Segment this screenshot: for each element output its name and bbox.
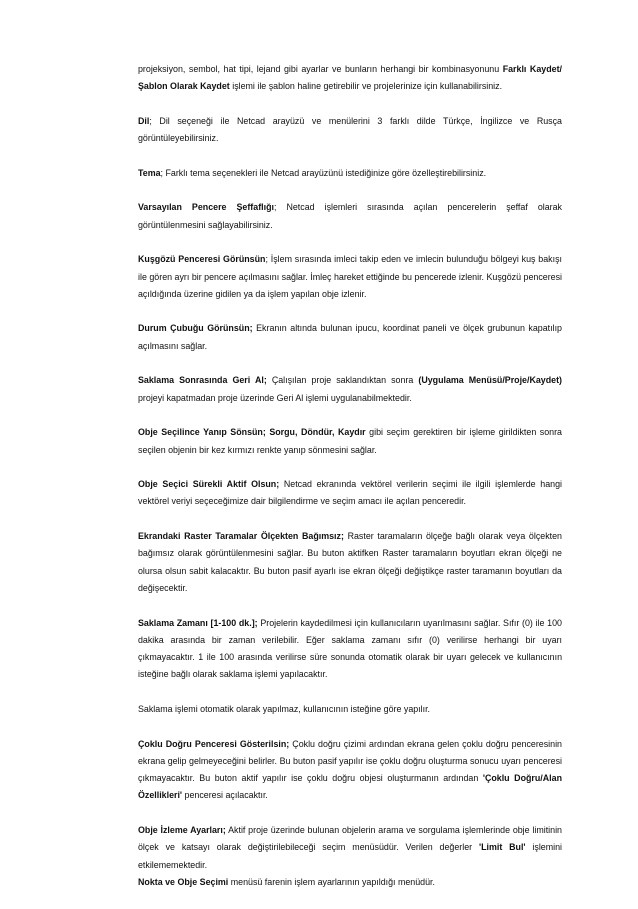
bold-run: Nokta ve Obje Seçimi: [138, 876, 229, 887]
paragraph-polyline-window: [138, 736, 562, 805]
text-run: gibi seçim gerektiren bir işleme girildikten sonra seçilen objenin bir kez kırmızı renkte yanıp sönmesini sağlar.: [138, 427, 562, 455]
bold-run: Farklı Kaydet/Şablon Olarak Kaydet: [138, 64, 562, 92]
bold-run: Varsayılan Pencere Şeffaflığı: [138, 202, 274, 213]
paragraph-raster-scale: [138, 528, 562, 597]
paragraph-birdseye-window: [138, 251, 562, 303]
text-run: Ekranın altında bulunan ipucu, koordinat paneli ve ölçek grubunun kapatılıp açılmasını sağlar.: [138, 323, 562, 351]
text-run: penceresi açılacaktır.: [182, 790, 268, 801]
paragraph-point-object-selection: [138, 874, 562, 891]
bold-run: Obje Seçilince Yanıp Sönsün; Sorgu, Döndür, Kaydır: [138, 427, 366, 438]
bold-run: Saklama Sonrasında Geri Al;: [138, 375, 267, 386]
text-run: Netcad ekranında vektörel verilerin seçimi ile ilgili işlemlerde hangi vektörel veriyi seçeceğimize dair bilgilendirme ve seçim amacı ile açılan penceredir.: [138, 479, 562, 507]
paragraph-language: [138, 113, 562, 148]
paragraph-save-note: [138, 701, 562, 718]
paragraph-window-transparency: [138, 199, 562, 234]
document-page: [138, 61, 562, 909]
bold-run: Obje Seçici Sürekli Aktif Olsun;: [138, 479, 280, 490]
bold-run: Saklama Zamanı [1-100 dk.];: [138, 617, 258, 628]
bold-run: (Uygulama Menüsü/Proje/Kaydet): [418, 375, 562, 386]
paragraph-object-selector: [138, 476, 562, 511]
paragraph-object-blink: [138, 424, 562, 459]
text-run: Saklama işlemi otomatik olarak yapılmaz, kullanıcının isteğine göre yapılır.: [138, 703, 431, 714]
text-run: ; İşlem sırasında imleci takip eden ve imlecin bulunduğu bölgeyi kuş bakışı ile gören ayrı bir pencere açılmasını sağlar. İmleç hareket ettiğinde bu pencerede izlenir. Kuşgözü penceresi açıldığında üzerine gidilen ya da işlem yapılan obje izlenir.: [138, 254, 562, 299]
text-run: Çalışılan proje saklandıktan sonra: [266, 375, 419, 386]
bold-run: Durum Çubuğu Görünsün;: [138, 323, 253, 334]
bold-run: Kuşgözü Penceresi Görünsün: [138, 254, 266, 265]
paragraph-theme: [138, 165, 562, 182]
text-run: menüsü farenin işlem ayarlarının yapıldığı menüdür.: [228, 876, 435, 887]
paragraph-save-interval: [138, 615, 562, 684]
text-run: ; Netcad işlemleri sırasında açılan pencerelerin şeffaf olarak görüntülenmesini sağlayabilirsiniz.: [138, 202, 562, 230]
text-run: ; Farklı tema seçenekleri ile Netcad arayüzünü istediğinize göre özelleştirebilirsiniz.: [160, 167, 487, 178]
text-run: Çoklu doğru çizimi ardından ekrana gelen çoklu doğru penceresinin ekrana gelip gelmeyeceğini belirler. Bu buton pasif yapılır ise çoklu doğru oluşturma sonucu uyarı penceresi çıkmayacaktır. Bu buton aktif yapılır ise çoklu doğru objesi oluşturmanın ardından: [138, 738, 562, 784]
text-run: ; Dil seçeneği ile Netcad arayüzü ve menülerini 3 farklı dilde Türkçe, İngilizce ve Rusça görüntüleyebilirsiniz.: [138, 115, 562, 144]
text-run: Aktif proje üzerinde bulunan objelerin arama ve sorgulama işlemlerinde obje limitinin ölçek ve katsayı olarak değiştirilebileceği seçim menüsüdür. Verilen değerler: [138, 825, 562, 853]
text-run: Projelerin kaydedilmesi için kullanıcıların uyarılmasını sağlar. Sıfır (0) ile 100 dakika arasında bir zaman verilebilir. Eğer saklama zamanı sıfır (0) verilirse herhangi bir uyarı çıkmayacaktır. 1 ile 100 arasında verilirse süre sonunda otomatik olarak bir uyarı gelecek ve kullanıcının isteğine bağlı olarak saklama işlemi yapılacaktır.: [138, 617, 562, 680]
paragraph-template-save: [138, 61, 562, 96]
text-run: Raster taramaların ölçeğe bağlı olarak veya ölçekten bağımsız olarak görüntülenmesini sağlar. Bu buton aktifken Raster taramaların boyutları ekran ölçeği ne olursa olsun sabit kalacaktır. Bu buton pasif ayarlı ise ekran ölçeği değiştikçe raster taramanın boyutları da değişecektir.: [138, 531, 562, 593]
bold-run: Obje İzleme Ayarları;: [138, 825, 226, 836]
paragraph-status-bar: [138, 320, 562, 355]
bold-run: 'Limit Bul': [478, 842, 526, 853]
bold-run: Tema: [138, 167, 161, 178]
paragraph-object-tracking: [138, 822, 562, 874]
text-run: işlemini etkilememektedir.: [138, 842, 562, 870]
text-run: projeksiyon, sembol, hat tipi, lejand gibi ayarlar ve bunların herhangi bir kombinasyonunu: [138, 64, 503, 74]
text-run: projeyi kapatmadan proje üzerinde Geri Al işlemi uygulanabilmektedir.: [138, 392, 412, 403]
paragraph-undo-after-save: [138, 372, 562, 407]
text-run: işlemi ile şablon haline getirebilir ve projelerinize için kullanabilirsiniz.: [229, 81, 503, 92]
bold-run: 'Çoklu Doğru/Alan Özellikleri': [138, 773, 563, 801]
bold-run: Çoklu Doğru Penceresi Gösterilsin;: [138, 738, 290, 749]
bold-run: Ekrandaki Raster Taramalar Ölçekten Bağımsız;: [138, 531, 344, 542]
bold-run: Dil: [138, 115, 150, 126]
